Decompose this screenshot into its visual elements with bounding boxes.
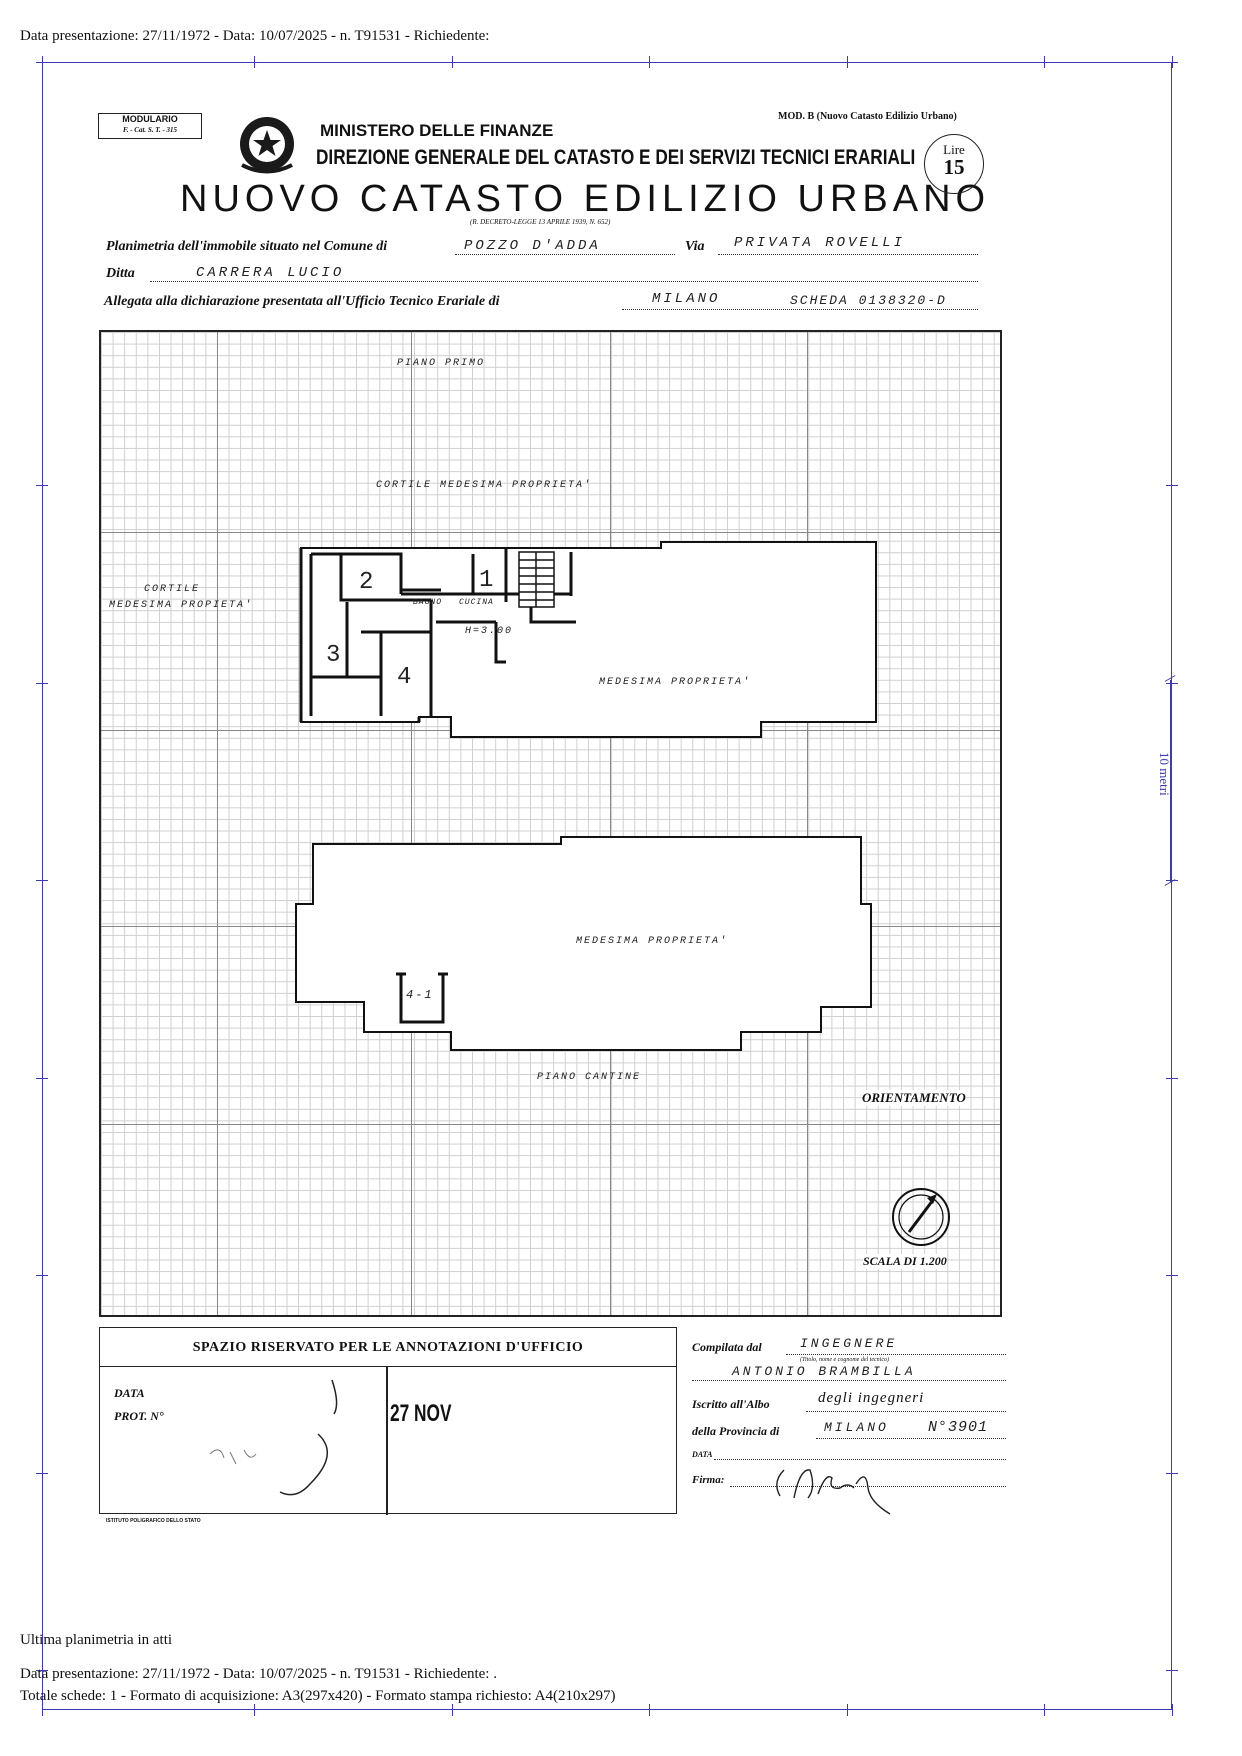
- label-cortile-left-2: MEDESIMA PROPIETA': [109, 600, 254, 611]
- orientamento-label: ORIENTAMENTO: [862, 1090, 966, 1105]
- modulario-label: MODULARIO: [122, 114, 178, 124]
- room-1: 1: [479, 567, 494, 594]
- footer-ultima: Ultima planimetria in atti: [20, 1632, 173, 1648]
- label-medesima-right: MEDESIMA PROPRIETA': [599, 677, 752, 688]
- iscritto-value: degli ingegneri: [818, 1390, 925, 1406]
- office-box-title: SPAZIO RISERVATO PER LE ANNOTAZIONI D'UFFICIO: [192, 1340, 584, 1355]
- ditta-value: CARRERA LUCIO: [196, 265, 345, 281]
- planimetria-label: Planimetria dell'immobile situato nel Comune di: [106, 239, 388, 254]
- label-medesima-lower: MEDESIMA PROPRIETA': [576, 936, 729, 947]
- label-cortile-left-1: CORTILE: [144, 584, 201, 595]
- data-label: DATA: [114, 1386, 145, 1400]
- data2-label: DATA: [692, 1450, 713, 1459]
- modulario-box: [98, 113, 202, 139]
- direction-title: DIREZIONE GENERALE DEL CATASTO E DEI SERVIZI TECNICI ERARIALI: [316, 146, 916, 169]
- lire-stamp: [924, 134, 984, 194]
- via-value: PRIVATA ROVELLI: [734, 235, 906, 251]
- mod-b-label: MOD. B (Nuovo Catasto Edilizio Urbano): [778, 111, 957, 122]
- ditta-label: Ditta: [106, 266, 135, 281]
- scheda-value: SCHEDA 0138320-D: [790, 293, 947, 308]
- label-piano-primo: PIANO PRIMO: [397, 358, 486, 369]
- lire-label: Lire: [943, 142, 965, 157]
- handwritten-mark: [200, 1374, 380, 1504]
- comune-value: POZZO D'ADDA: [464, 238, 601, 254]
- label-piano-cantine: PIANO CANTINE: [537, 1072, 642, 1083]
- compilata-value: INGEGNERE: [800, 1336, 898, 1351]
- provincia-value: MILANO: [824, 1420, 889, 1435]
- tecnico-value: ANTONIO BRAMBILLA: [732, 1364, 916, 1379]
- prot-label: PROT. N°: [114, 1409, 164, 1423]
- modulario-code: F. - Cat. S. T. - 315: [122, 126, 178, 134]
- label-height: H=3.00: [465, 626, 514, 637]
- office-box-header: [100, 1328, 676, 1367]
- scale-bar-label: 10 metri: [1157, 752, 1172, 796]
- label-cortile-top: CORTILE MEDESIMA PROPRIETA': [376, 480, 593, 491]
- ufficio-value: MILANO: [652, 291, 721, 307]
- titolo-note: (Titolo, nome e cognome del tecnico): [800, 1357, 889, 1363]
- signature: [770, 1458, 920, 1518]
- label-bagno: BAGNO: [413, 598, 443, 607]
- iscritto-label: Iscritto all'Albo: [692, 1397, 770, 1411]
- room-3: 3: [326, 642, 341, 669]
- footer-line-1: Data presentazione: 27/11/1972 - Data: 10/07/2025 - n. T91531 - Richiedente: .: [20, 1666, 497, 1682]
- lire-value: 15: [943, 155, 965, 179]
- footer-line-2: Totale schede: 1 - Formato di acquisizione: A3(297x420) - Formato stampa richiesto: A4(210x297): [20, 1688, 616, 1704]
- state-emblem: [236, 110, 298, 176]
- label-cantina: 4-1: [406, 988, 434, 1002]
- allegata-label: Allegata alla dichiarazione presentata all'Ufficio Tecnico Erariale di: [104, 294, 500, 309]
- scala-label: SCALA DI 1.200: [863, 1254, 947, 1268]
- decree-note: (R. DECRETO-LEGGE 13 APRILE 1939, N. 652): [470, 218, 611, 226]
- compilata-label: Compilata dal: [692, 1340, 762, 1354]
- ministry-title: MINISTERO DELLE FINANZE: [320, 121, 554, 140]
- via-label: Via: [685, 239, 705, 254]
- provincia-label: della Provincia di: [692, 1424, 780, 1438]
- room-4: 4: [397, 664, 412, 691]
- numero-value: N°3901: [928, 1419, 989, 1436]
- istituto-note: ISTITUTO POLIGRAFICO DELLO STATO: [106, 1518, 201, 1524]
- form-main-title: NUOVO CATASTO EDILIZIO URBANO: [180, 178, 991, 220]
- floor-plan: [99, 330, 1002, 1317]
- firma-label: Firma:: [692, 1474, 725, 1486]
- room-2: 2: [359, 569, 374, 596]
- label-cucina: CUCINA: [459, 598, 494, 607]
- received-stamp: 27 NOV: [390, 1400, 452, 1427]
- office-annotation-box: [99, 1327, 677, 1514]
- header-line: Data presentazione: 27/11/1972 - Data: 10/07/2025 - n. T91531 - Richiedente:: [20, 28, 490, 44]
